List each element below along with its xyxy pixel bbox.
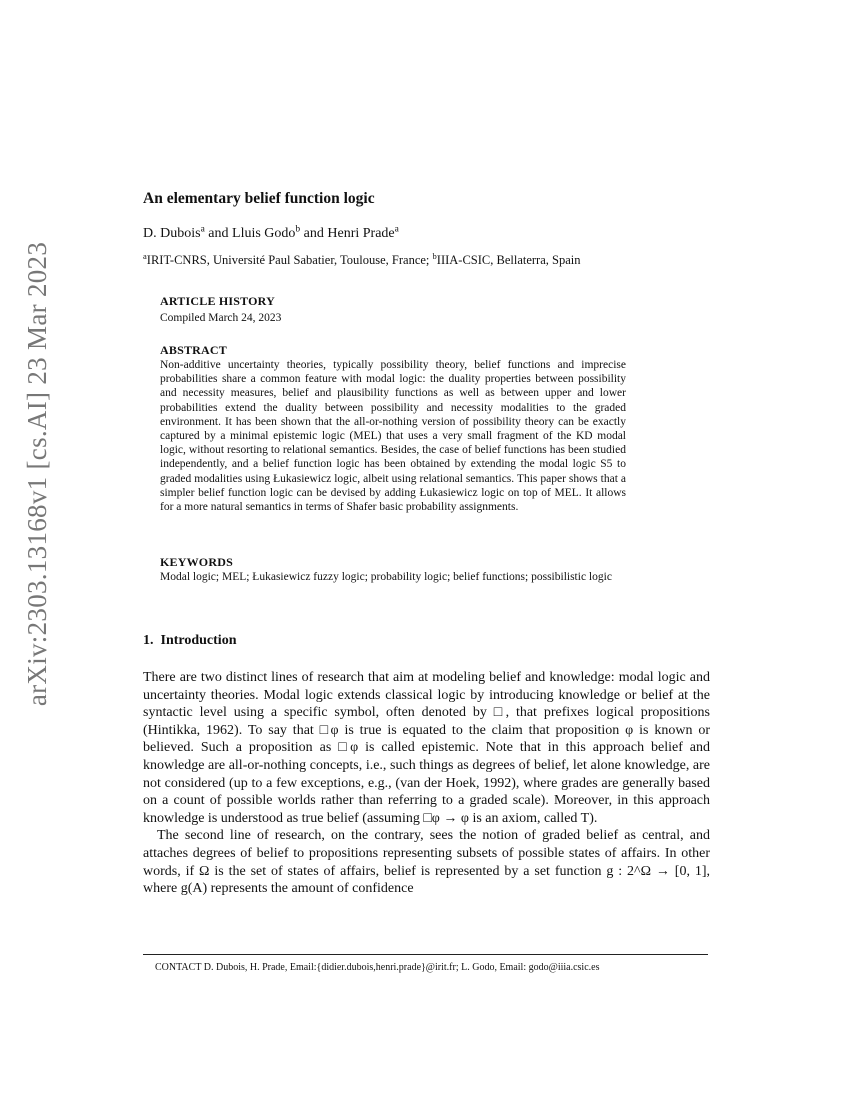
author-separator: and	[300, 226, 328, 241]
paragraph: There are two distinct lines of research that aim at modeling belief and knowledge: modal logic and uncertainty theories. Modal logic extends classical logic by introducing knowledge or belief at the syntactic level using a specific symbol, often denoted by □, that prefixes logical propositions (Hintikka, 1962). To say that □φ is true is equated to the claim that proposition φ is known or believed. Such a proposition as □φ is called epistemic. Note that in this approach belief and knowledge are all-or-nothing concepts, i.e., such things as degrees of belief, let alone knowledge, are not considered (up to a few exceptions, e.g., (van der Hoek, 1992), where grades are generally based on a count of possible worlds rather than referring to a graded scale). Moreover, in this approach knowledge is understood as true belief (assuming □φ → φ is an axiom, called T).	[143, 670, 710, 826]
footnote-rule	[143, 954, 708, 955]
keywords-text: Modal logic; MEL; Łukasiewicz fuzzy logic; probability logic; belief functions; possibilistic logic	[160, 571, 612, 583]
abstract-section	[160, 343, 626, 514]
article-history-heading: ARTICLE HISTORY	[160, 294, 275, 308]
author-separator: and	[204, 226, 233, 241]
section-heading-introduction: 1. Introduction	[143, 633, 237, 648]
article-history	[160, 294, 626, 325]
contact-label: CONTACT	[155, 962, 202, 973]
paragraph: The second line of research, on the contrary, sees the notion of graded belief as central, and attaches degrees of belief to propositions representing subsets of possible states of affairs. In other words, if Ω is the set of states of affairs, belief is represented by a set function g : 2^Ω → [0, 1], where g(A) represents the amount of confidence	[143, 828, 710, 897]
keywords-heading: KEYWORDS	[160, 555, 233, 569]
affiliations	[143, 250, 581, 268]
affiliation-marker: b	[432, 250, 437, 261]
contact-text: D. Dubois, H. Prade, Email:{didier.dubois,henri.prade}@irit.fr; L. Godo, Email: godo@iiia.csic.es	[201, 962, 600, 973]
affiliation-a: IRIT-CNRS, Université Paul Sabatier, Toulouse, France;	[146, 253, 433, 267]
compiled-date: Compiled March 24, 2023	[160, 312, 282, 324]
contact-footnote	[155, 962, 599, 973]
author-name: D. Dubois	[143, 226, 201, 241]
affiliation-b: IIIA-CSIC, Bellaterra, Spain	[436, 253, 581, 267]
paper-title: An elementary belief function logic	[143, 190, 375, 207]
affiliation-marker: a	[200, 224, 205, 235]
affiliation-marker: a	[143, 250, 147, 261]
arxiv-watermark: arXiv:2303.13168v1 [cs.AI] 23 Mar 2023	[22, 241, 52, 707]
keywords-section	[160, 555, 626, 584]
author-name: Henri Prade	[327, 226, 395, 241]
affiliation-marker: b	[295, 224, 301, 235]
author-list	[143, 226, 399, 242]
affiliation-marker: a	[394, 224, 399, 235]
abstract-heading: ABSTRACT	[160, 343, 227, 357]
abstract-text: Non-additive uncertainty theories, typically possibility theory, belief functions and imprecise probabilities share a common feature with modal logic: the duality properties between possibility and necessity measures, belief and plausibility functions as well as between upper and lower probabilities extend the duality between possibility and necessity modalities to the graded environment. It has been shown that the all-or-nothing version of possibility theory can be exactly captured by a minimal epistemic logic (MEL) that uses a very small fragment of the KD modal logic, without resorting to relational semantics. Besides, the case of belief functions has been studied independently, and a belief function logic has been obtained by extending the modal logic S5 to graded modalities using Łukasiewicz logic, albeit using relational semantics. This paper shows that a simpler belief function logic can be devised by adding Łukasiewicz logic on top of MEL. It allows for a more natural semantics in terms of Shafer basic probability assignments.	[160, 359, 626, 514]
author-name: Lluis Godo	[232, 226, 296, 241]
introduction-body	[143, 669, 710, 898]
